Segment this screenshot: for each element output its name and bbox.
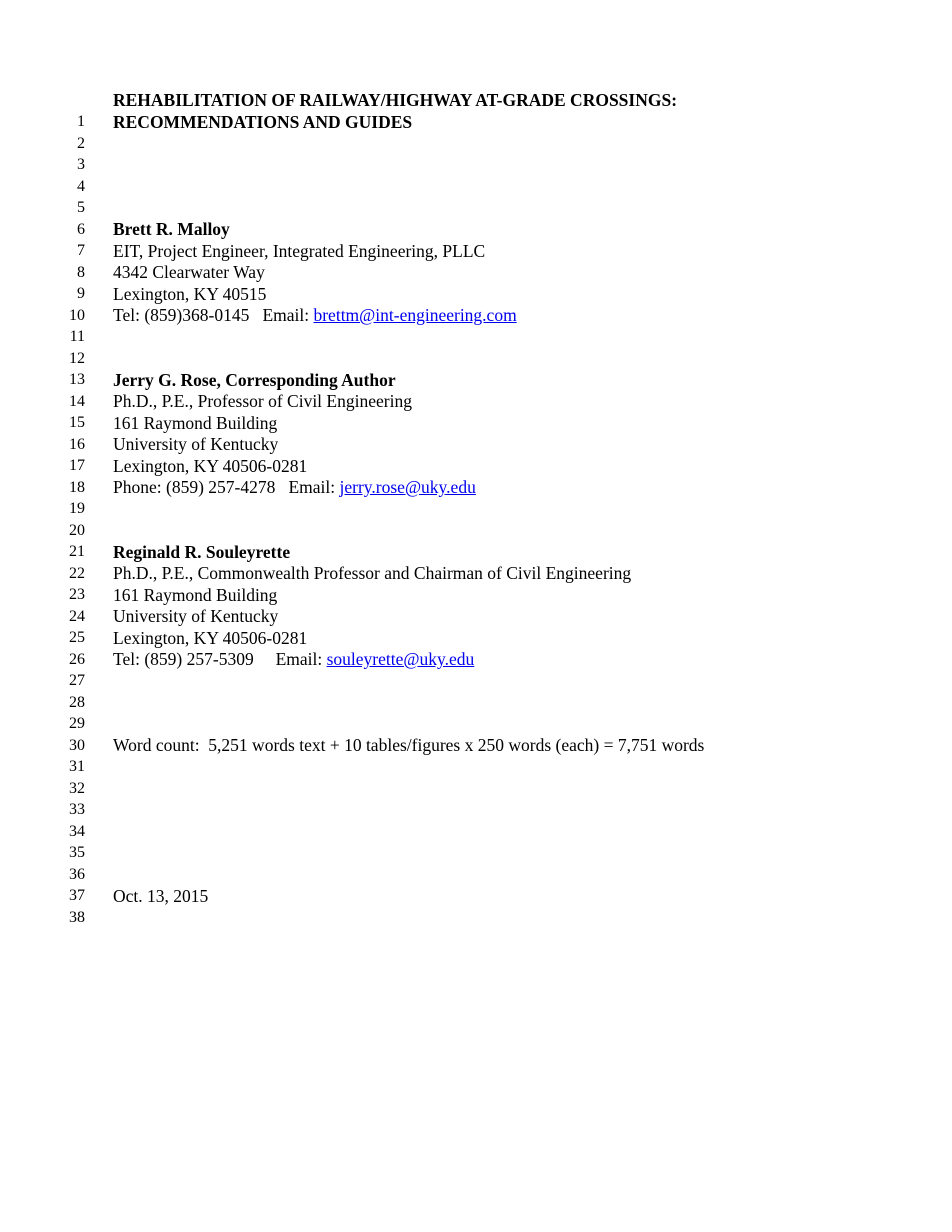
line-2	[0, 111, 952, 152]
line-number: 9	[77, 285, 85, 302]
line-number: 7	[77, 242, 85, 259]
line-29	[0, 692, 952, 732]
line-19	[0, 477, 952, 517]
author-name: Brett R. Malloy	[113, 219, 230, 239]
line-31	[0, 735, 952, 775]
author-address: University of Kentucky	[113, 606, 279, 626]
contact-phone: Tel: (859)368-0145 Email:	[113, 305, 314, 325]
author-affiliation: EIT, Project Engineer, Integrated Engineering, PLLC	[113, 240, 486, 261]
author-address: Lexington, KY 40506-0281	[113, 627, 308, 648]
line-number: 29	[69, 715, 85, 732]
line-number: 38	[69, 908, 85, 926]
title-line-2: RECOMMENDATIONS AND GUIDES	[113, 111, 413, 132]
line-number: 22	[69, 564, 85, 582]
line-5	[0, 176, 952, 216]
line-number: 33	[69, 801, 85, 818]
author-name: Reginald R. Souleyrette	[113, 541, 291, 562]
author-affiliation: Ph.D., P.E., Commonwealth Professor and Chairman of Civil Engineering	[113, 563, 632, 583]
line-35	[0, 821, 952, 861]
line-number: 37	[69, 887, 85, 904]
line-number: 27	[69, 672, 85, 689]
line-20	[0, 499, 952, 539]
line-number: 24	[69, 607, 85, 625]
author-address: Lexington, KY 40506-0281	[113, 455, 308, 476]
line-number: 34	[69, 822, 85, 840]
line-38	[0, 885, 952, 926]
line-number: 25	[69, 629, 85, 646]
line-number: 23	[69, 586, 85, 603]
line-number: 14	[69, 392, 85, 410]
author-contact	[113, 305, 517, 326]
author-address: 161 Raymond Building	[113, 584, 278, 605]
author-name: Jerry G. Rose, Corresponding Author	[113, 369, 396, 390]
line-number: 2	[77, 134, 85, 152]
line-32	[0, 757, 952, 797]
line-number: 12	[69, 349, 85, 367]
line-3	[0, 133, 952, 173]
line-number: 30	[69, 736, 85, 754]
line-number: 15	[69, 414, 85, 431]
author-address: Lexington, KY 40515	[113, 283, 267, 304]
line-number: 17	[69, 457, 85, 474]
line-number: 21	[69, 543, 85, 560]
author-contact	[113, 477, 476, 498]
line-number: 1	[77, 113, 85, 130]
email-link[interactable]: jerry.rose@uky.edu	[339, 477, 476, 497]
line-number: 36	[69, 865, 85, 883]
line-number: 3	[77, 156, 85, 173]
author-contact	[113, 649, 474, 670]
line-number: 18	[69, 478, 85, 496]
line-number: 32	[69, 779, 85, 797]
line-number: 11	[69, 328, 85, 345]
line-number: 19	[69, 500, 85, 517]
line-11	[0, 305, 952, 345]
title-line-1: REHABILITATION OF RAILWAY/HIGHWAY AT-GRADE CROSSINGS:	[113, 90, 678, 110]
line-number: 26	[69, 650, 85, 668]
line-number: 16	[69, 435, 85, 453]
contact-phone: Phone: (859) 257-4278 Email:	[113, 477, 340, 497]
author-address: 161 Raymond Building	[113, 412, 278, 433]
email-link[interactable]: souleyrette@uky.edu	[326, 649, 475, 669]
line-number: 10	[69, 306, 85, 324]
line-number: 8	[77, 263, 85, 281]
line-36	[0, 843, 952, 883]
email-link[interactable]: brettm@int-engineering.com	[313, 305, 517, 325]
line-4	[0, 155, 952, 195]
line-27	[0, 649, 952, 689]
line-33	[0, 778, 952, 818]
line-number: 20	[69, 521, 85, 539]
line-34	[0, 800, 952, 840]
line-number: 13	[69, 371, 85, 388]
line-number: 28	[69, 693, 85, 711]
contact-phone: Tel: (859) 257-5309 Email:	[113, 649, 327, 669]
word-count: Word count: 5,251 words text + 10 tables/figures x 250 words (each) = 7,751 words	[113, 735, 705, 755]
author-address: University of Kentucky	[113, 434, 279, 454]
line-number: 35	[69, 844, 85, 861]
line-12	[0, 327, 952, 367]
line-number: 31	[69, 758, 85, 775]
author-affiliation: Ph.D., P.E., Professor of Civil Engineering	[113, 391, 412, 411]
line-number: 5	[77, 199, 85, 216]
submission-date: Oct. 13, 2015	[113, 885, 209, 906]
line-28	[0, 671, 952, 711]
line-number: 6	[77, 220, 85, 238]
author-address: 4342 Clearwater Way	[113, 262, 265, 282]
line-number: 4	[77, 177, 85, 195]
